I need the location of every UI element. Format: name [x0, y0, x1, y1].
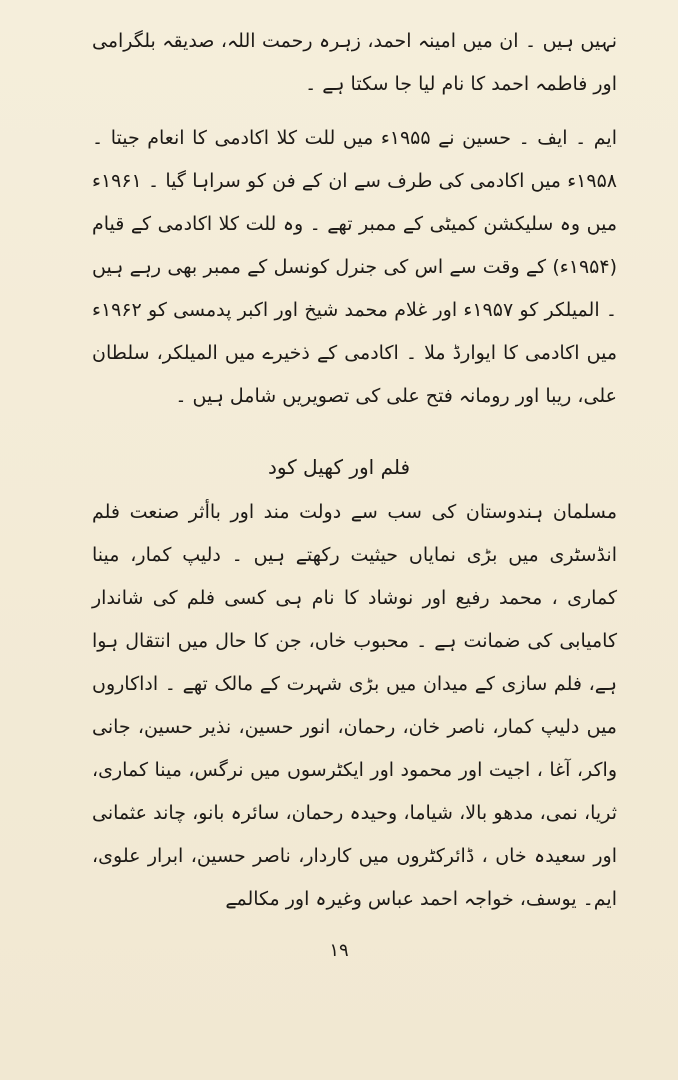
paragraph-2-text: ایم ۔ ایف ۔ حسین نے ۱۹۵۵ء میں للت کلا اکادمی کا انعام جیتا ۔ ۱۹۵۸ء میں اکادمی کی طرف سے ان کے فن کو سراہا گیا ۔ ۱۹۶۱ء میں وہ سلیکشن کمیٹی کے ممبر تھے ۔ وہ للت کلا اکادمی کے قیام (۱۹۵۴ء) کے وقت سے اس کی جنرل کونسل کے ممبر بھی رہے ہیں ۔ المیلکر کو ۱۹۵۷ء اور غلام محمد شیخ اور اکبر پدمسی کو ۱۹۶۲ء میں اکادمی کا ایوارڈ ملا ۔ اکادمی کے ذخیرے میں المیلکر، سلطان علی، ریبا اور رومانہ فتح علی کی تصویریں شامل ہیں ۔ [92, 127, 617, 407]
paragraph-1 [92, 20, 617, 106]
paragraph-3 [92, 491, 617, 921]
page-number: ۱۹ [329, 940, 349, 961]
paragraph-1-text: نہیں ہیں ۔ ان میں امینہ احمد، زہرہ رحمت اللہ، صدیقہ بلگرامی اور فاطمہ احمد کا نام لیا جا سکتا ہے ۔ [92, 30, 617, 95]
paragraph-2 [92, 117, 617, 418]
section-heading: فلم اور کھیل کود [267, 455, 411, 479]
paragraph-3-text: مسلمان ہندوستان کی سب سے دولت مند اور باأثر صنعت فلم انڈسٹری میں بڑی نمایاں حیثیت رکھتے ہیں ۔ دلیپ کمار، مینا کماری ، محمد رفیع اور نوشاد کا نام ہی کسی فلم کی شاندار کامیابی کی ضمانت ہے ۔ محبوب خاں، جن کا حال میں انتقال ہوا ہے، فلم سازی کے میدان میں بڑی شہرت کے مالک تھے ۔ اداکاروں میں دلیپ کمار، ناصر خان، رحمان، انور حسین، نذیر حسین، جانی واکر، آغا ، اجیت اور محمود اور ایکٹرسوں میں نرگس، مینا کماری، ثریا، نمی، مدھو بالا، شیاما، وحیدہ رحمان، سائرہ بانو، چاند عثمانی اور سعیدہ خاں ، ڈائرکٹروں میں کاردار، ناصر حسین، ابرار علوی، ایم۔ یوسف، خواجہ احمد عباس وغیرہ اور مکالمے [92, 501, 617, 910]
